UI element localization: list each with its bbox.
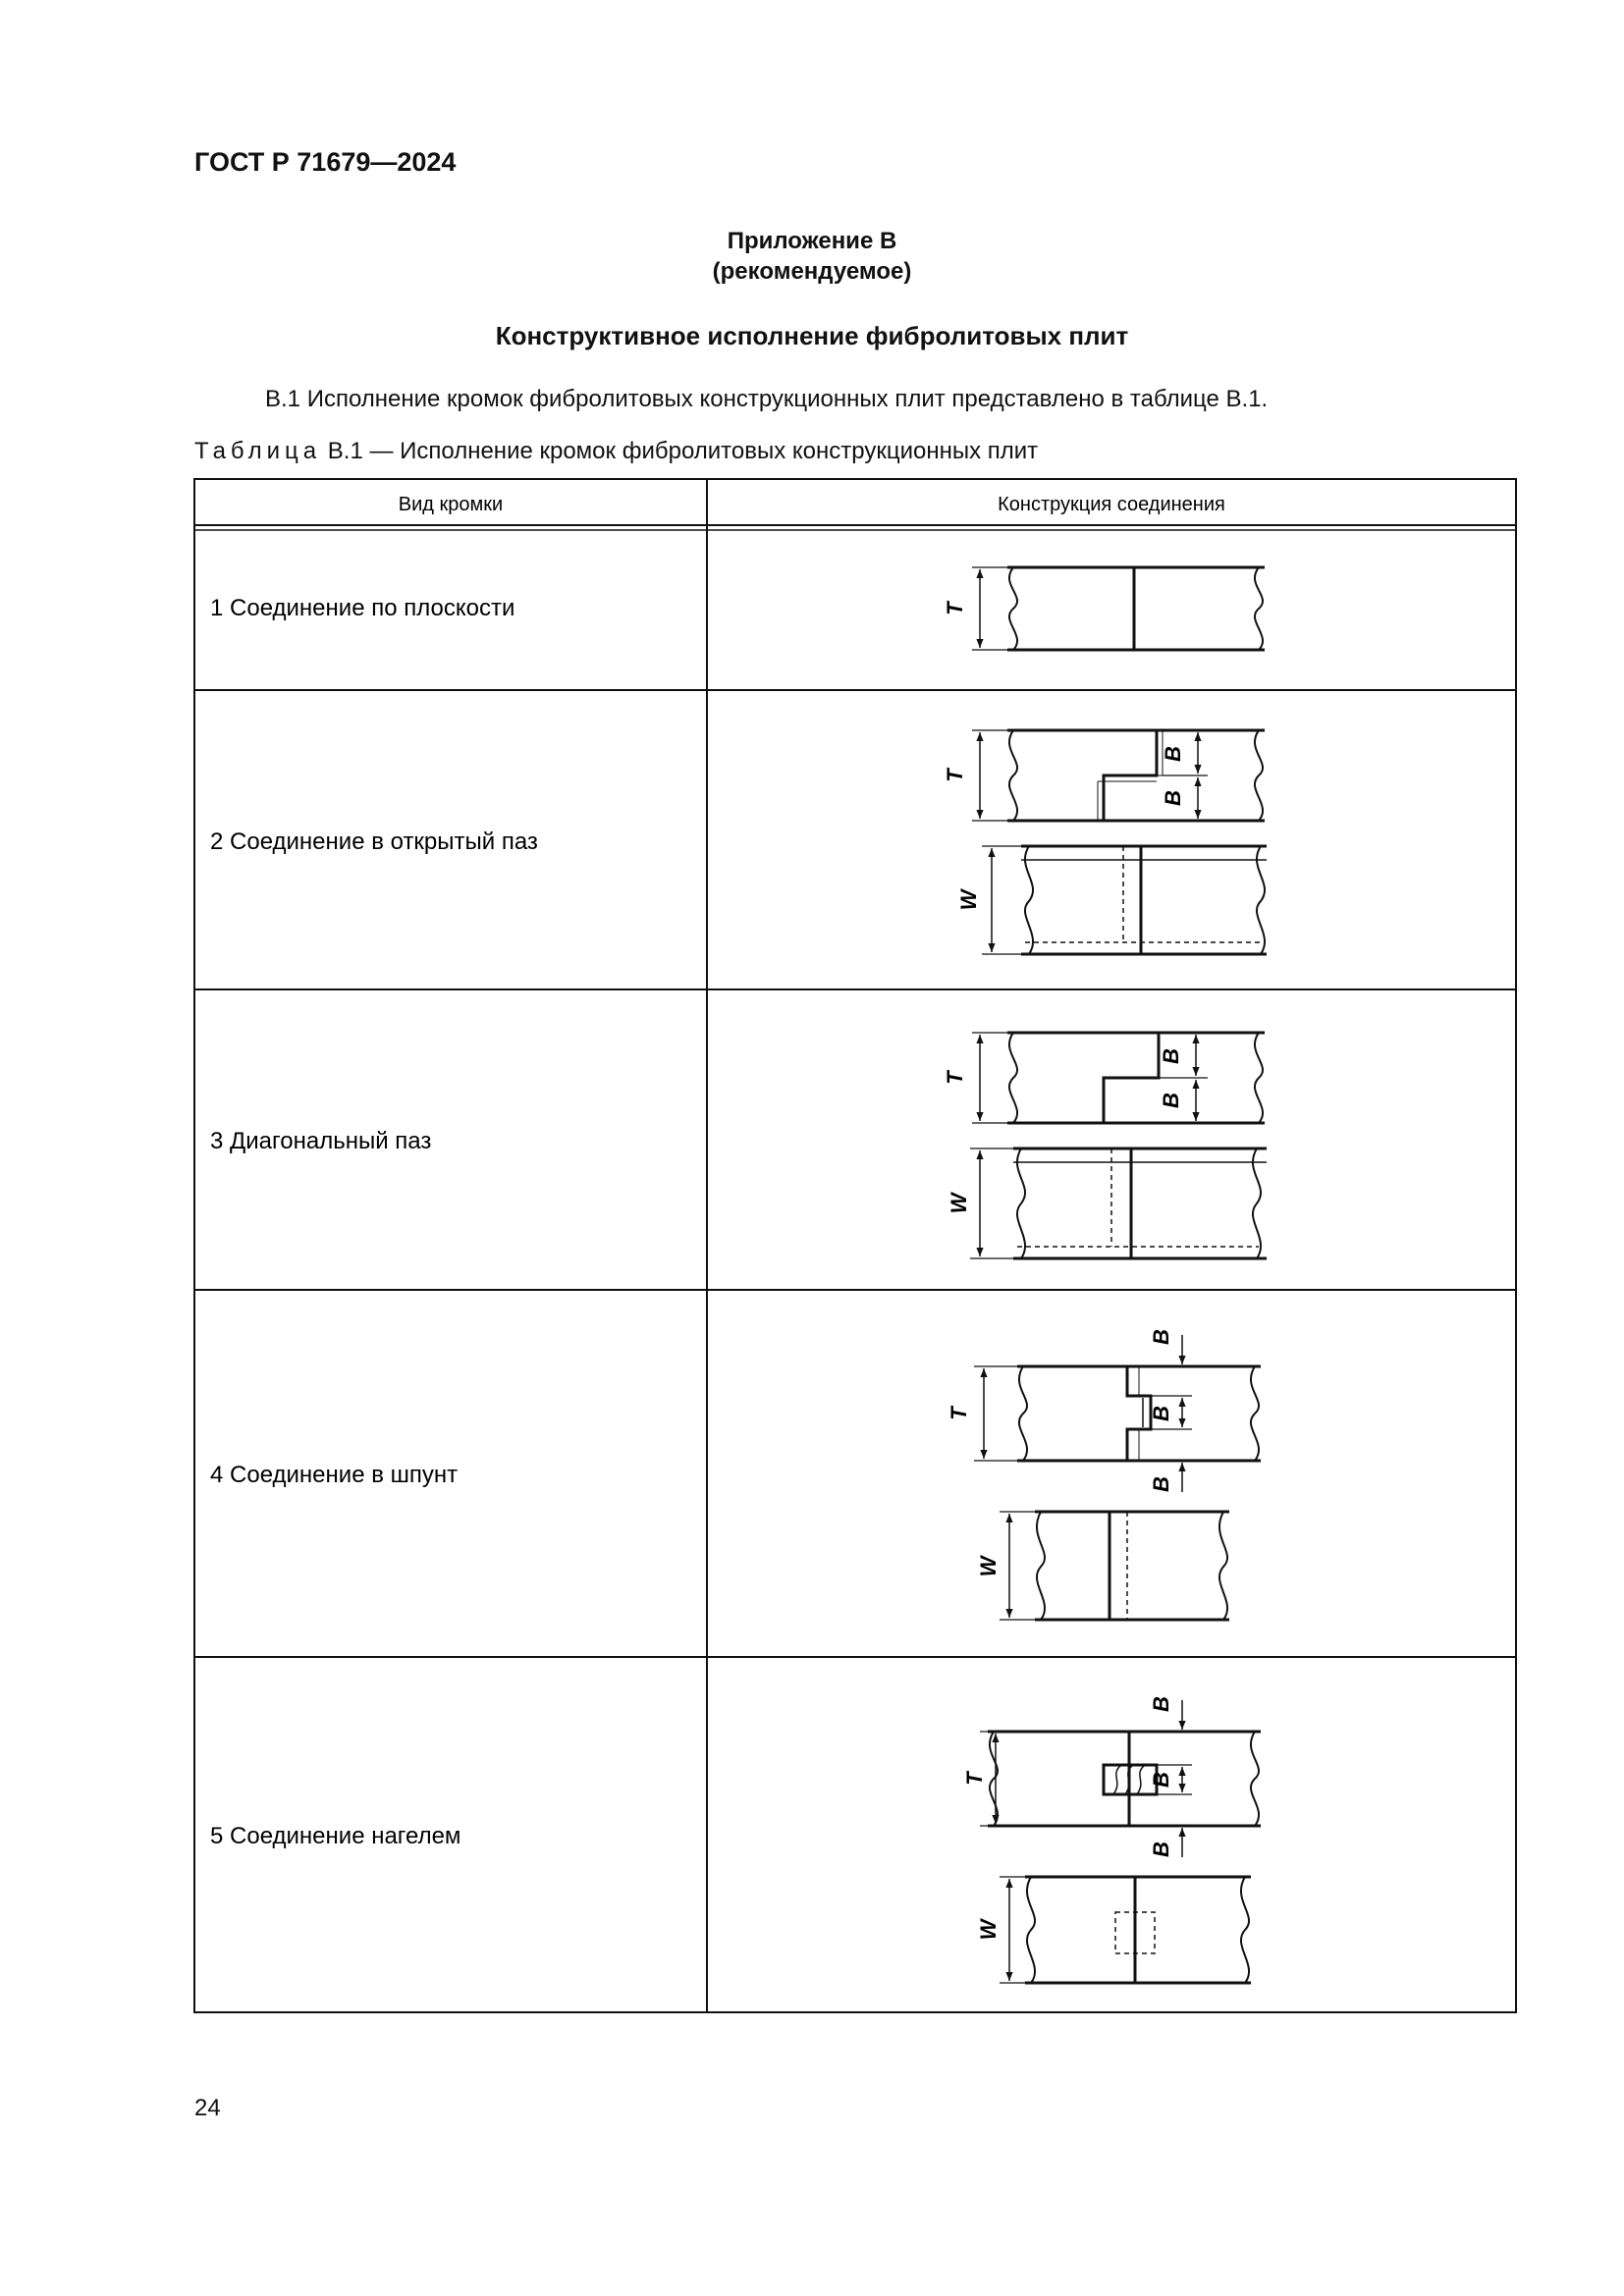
dim-label-T: T	[943, 1071, 967, 1085]
diagram-flat-joint	[972, 567, 1265, 650]
row-label-1: 1 Соединение по плоскости	[210, 595, 515, 621]
dim-label-W: W	[976, 1556, 1001, 1577]
dim-label-T: T	[943, 602, 967, 615]
dim-label-B: B	[1161, 746, 1185, 762]
page-number: 24	[194, 2095, 221, 2121]
dim-label-W: W	[976, 1919, 1001, 1941]
row-label-2: 2 Соединение в открытый паз	[210, 828, 538, 855]
dim-label-B: B	[1149, 1696, 1173, 1712]
diagram-tongue-groove	[974, 1335, 1261, 1620]
diagram-diagonal-groove	[970, 1033, 1267, 1258]
table-caption-text: В.1 — Исполнение кромок фибролитовых конструкционных плит	[321, 438, 1039, 464]
row-label-3: 3 Диагональный паз	[210, 1128, 432, 1154]
dim-label-T: T	[947, 1407, 971, 1420]
dim-label-B: B	[1159, 1093, 1183, 1108]
dim-label-B: B	[1149, 1329, 1173, 1345]
dim-label-B: B	[1149, 1406, 1173, 1421]
dim-label-T: T	[962, 1772, 987, 1786]
row-label-4: 4 Соединение в шпунт	[210, 1462, 459, 1488]
dim-label-W: W	[947, 1193, 971, 1214]
diagram-dowel-joint	[980, 1700, 1261, 1983]
paragraph-b1: В.1 Исполнение кромок фибролитовых конструкционных плит представлено в таблице В.1.	[265, 386, 1269, 412]
table-grid	[194, 479, 1516, 2012]
appendix-title: Приложение В	[727, 228, 897, 254]
dim-label-B: B	[1149, 1772, 1173, 1788]
appendix-status: (рекомендуемое)	[712, 258, 912, 285]
dim-label-B: B	[1149, 1842, 1173, 1857]
dim-label-B: B	[1159, 1048, 1183, 1064]
column-header-joint-design: Конструкция соединения	[998, 494, 1225, 515]
dim-label-B: B	[1161, 790, 1185, 806]
row-label-5: 5 Соединение нагелем	[210, 1823, 461, 1849]
dim-label-B: B	[1149, 1476, 1173, 1492]
table-caption-label: Таблица	[194, 438, 322, 464]
dim-label-T: T	[943, 769, 967, 782]
dim-label-W: W	[956, 889, 981, 911]
column-header-edge-type: Вид кромки	[398, 494, 504, 515]
document-code: ГОСТ Р 71679—2024	[194, 147, 457, 177]
diagram-open-groove	[972, 730, 1267, 954]
section-title: Конструктивное исполнение фибролитовых плит	[495, 321, 1129, 350]
